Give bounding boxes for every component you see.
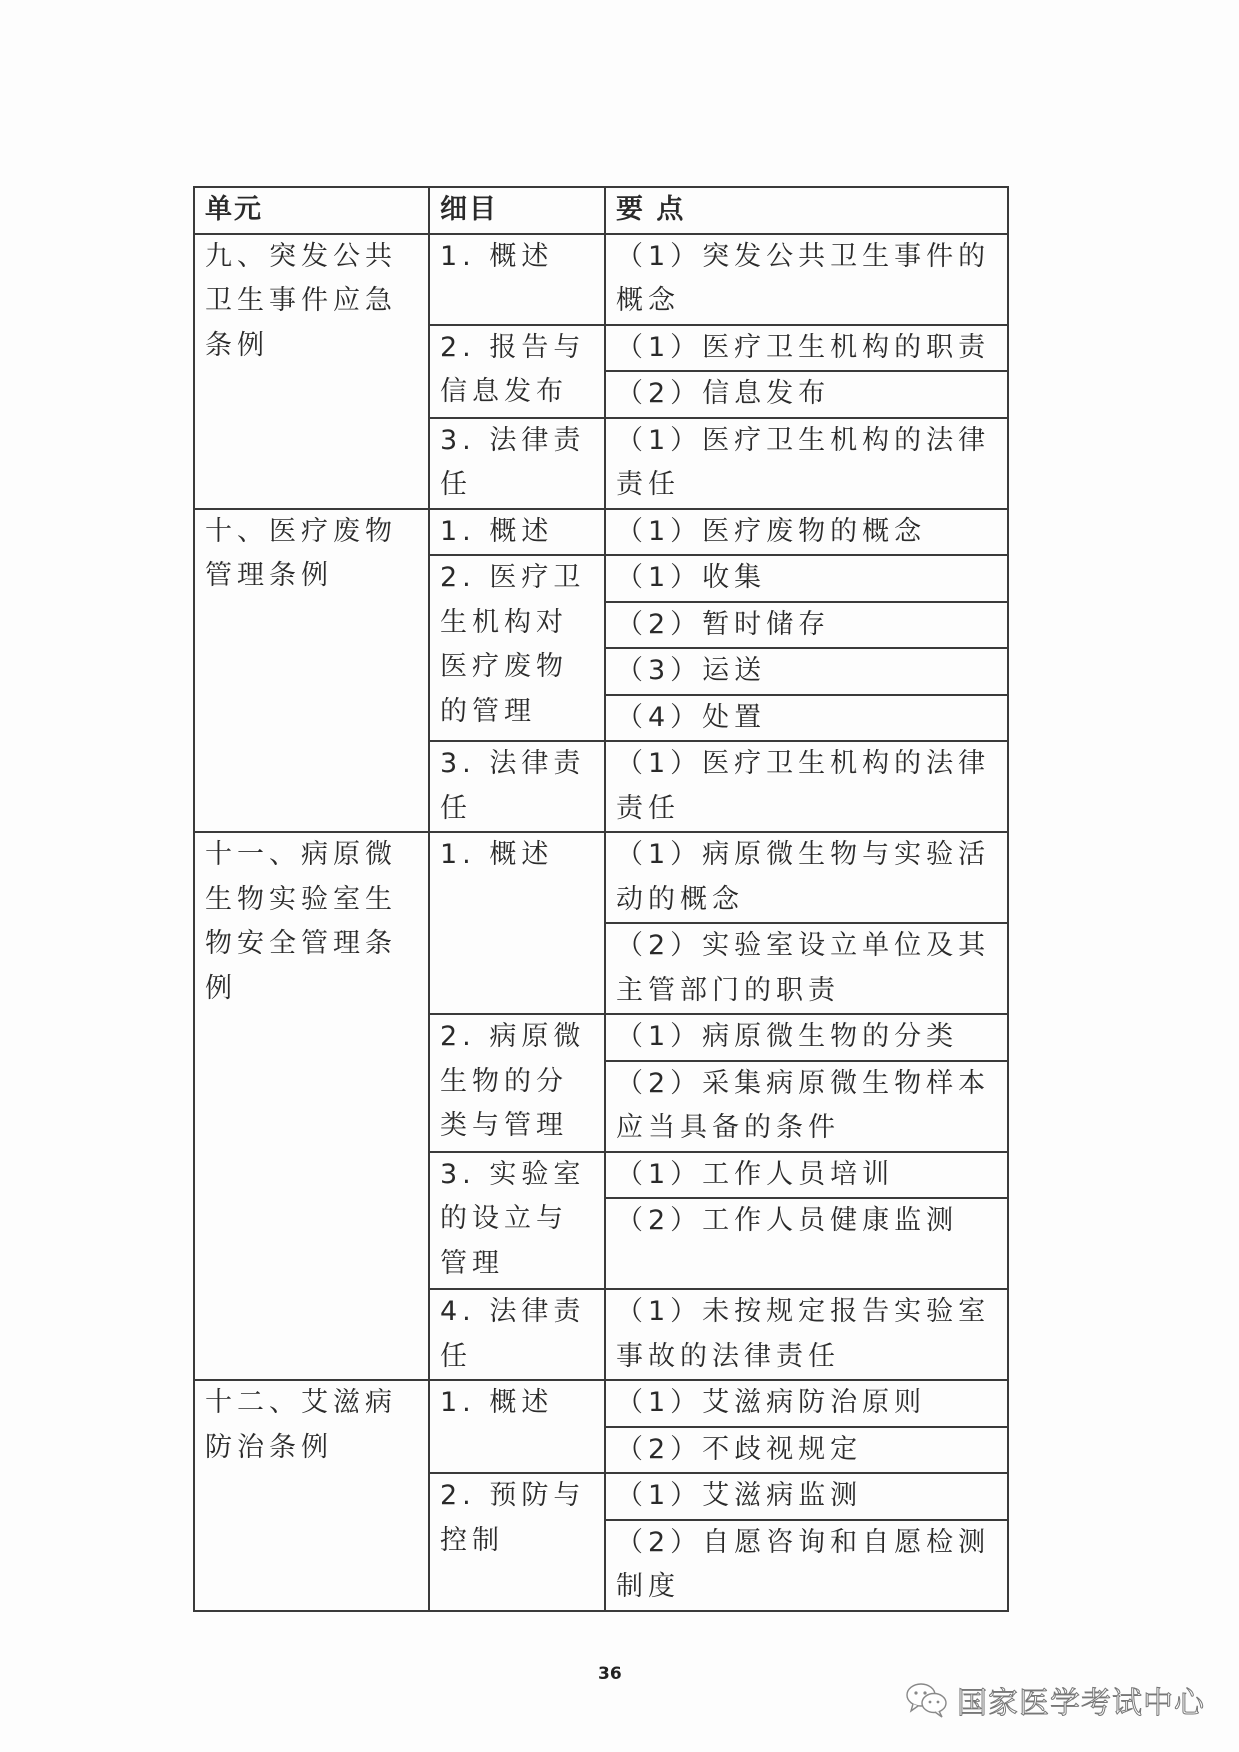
table-row [194,509,1008,556]
wechat-icon [905,1681,949,1719]
table-row [194,234,1008,325]
header-item: 细目 [429,187,605,234]
item-cell: 1. 概述 [429,234,605,325]
watermark-text: 国家医学考试中心 [957,1686,1205,1721]
point-cell: （1）病原微生物的分类 [605,1014,1008,1061]
point-cell: （2）不歧视规定 [605,1427,1008,1474]
point-cell: （1）未按规定报告实验室事故的法律责任 [605,1289,1008,1380]
point-cell: （1）医疗废物的概念 [605,509,1008,556]
point-cell: （1）医疗卫生机构的法律责任 [605,741,1008,832]
point-cell: （2）信息发布 [605,371,1008,418]
item-cell: 3. 法律责任 [429,741,605,832]
unit-cell: 十、医疗废物管理条例 [194,509,429,833]
page-number: 36 [598,1664,622,1684]
point-cell: （4）处置 [605,695,1008,742]
unit-cell: 十二、艾滋病防治条例 [194,1380,429,1611]
point-cell: （1）突发公共卫生事件的概念 [605,234,1008,325]
item-cell: 4. 法律责任 [429,1289,605,1380]
point-cell: （2）自愿咨询和自愿检测制度 [605,1520,1008,1611]
item-cell: 2. 报告与信息发布 [429,325,605,418]
point-cell: （1）医疗卫生机构的法律责任 [605,418,1008,509]
point-cell: （1）工作人员培训 [605,1152,1008,1199]
point-cell: （2）采集病原微生物样本应当具备的条件 [605,1061,1008,1152]
table-row [194,1380,1008,1427]
item-cell: 1. 概述 [429,509,605,556]
table-row [194,832,1008,923]
item-cell: 1. 概述 [429,832,605,1014]
item-cell: 2. 预防与控制 [429,1473,605,1611]
watermark [905,1678,1205,1722]
item-cell: 3. 实验室的设立与管理 [429,1152,605,1290]
unit-cell: 九、突发公共卫生事件应急条例 [194,234,429,509]
point-cell: （2）实验室设立单位及其主管部门的职责 [605,923,1008,1014]
item-cell: 3. 法律责任 [429,418,605,509]
syllabus-table [193,186,1009,1612]
item-cell: 2. 医疗卫生机构对医疗废物的管理 [429,555,605,741]
point-cell: （1）艾滋病防治原则 [605,1380,1008,1427]
point-cell: （1）收集 [605,555,1008,602]
point-cell: （2）暂时储存 [605,602,1008,649]
point-cell: （3）运送 [605,648,1008,695]
point-cell: （2）工作人员健康监测 [605,1198,1008,1289]
header-unit: 单元 [194,187,429,234]
item-cell: 2. 病原微生物的分类与管理 [429,1014,605,1152]
point-cell: （1）病原微生物与实验活动的概念 [605,832,1008,923]
table-header-row [194,187,1008,234]
point-cell: （1）艾滋病监测 [605,1473,1008,1520]
point-cell: （1）医疗卫生机构的职责 [605,325,1008,372]
unit-cell: 十一、病原微生物实验室生物安全管理条例 [194,832,429,1380]
header-points: 要 点 [605,187,1008,234]
item-cell: 1. 概述 [429,1380,605,1473]
